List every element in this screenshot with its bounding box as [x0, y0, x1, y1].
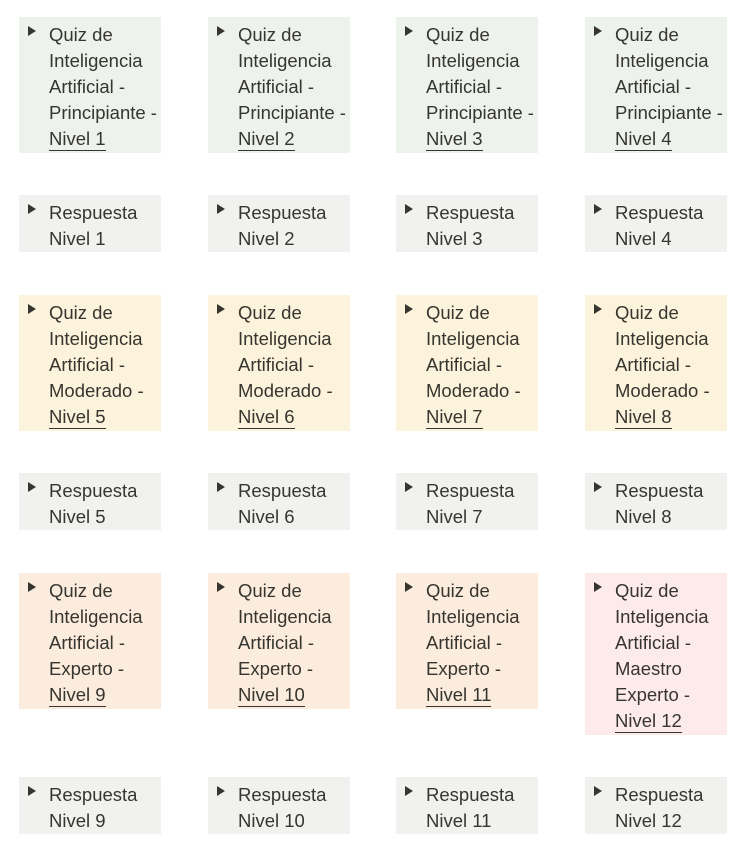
toggle-triangle-icon — [28, 204, 36, 214]
toggle-triangle-icon — [405, 482, 413, 492]
toggle-triangle-icon — [594, 582, 602, 592]
toggle-triangle-icon — [28, 482, 36, 492]
quiz-title: Quiz de Inteligencia Artificial - Moderado - — [238, 302, 333, 401]
answer-label: Respuesta — [426, 784, 515, 805]
answer-level: Nivel 5 — [49, 506, 106, 527]
quiz-toggle-nivel-10[interactable] — [208, 573, 350, 709]
answer-toggle-nivel-11[interactable] — [396, 777, 538, 834]
quiz-toggle-nivel-3[interactable] — [396, 17, 538, 153]
toggle-triangle-icon — [217, 482, 225, 492]
quiz-toggle-nivel-6[interactable] — [208, 295, 350, 431]
quiz-toggle-nivel-5[interactable] — [19, 295, 161, 431]
answer-level: Nivel 8 — [615, 506, 672, 527]
answer-level: Nivel 12 — [615, 810, 682, 831]
quiz-toggle-nivel-1[interactable] — [19, 17, 161, 153]
toggle-triangle-icon — [28, 304, 36, 314]
toggle-triangle-icon — [217, 26, 225, 36]
toggle-triangle-icon — [217, 204, 225, 214]
quiz-title: Quiz de Inteligencia Artificial - Principiante - — [238, 24, 346, 123]
answer-label: Respuesta — [49, 480, 138, 501]
answer-toggle-nivel-10[interactable] — [208, 777, 350, 834]
toggle-triangle-icon — [594, 304, 602, 314]
answer-label: Respuesta — [238, 202, 327, 223]
quiz-toggle-nivel-7[interactable] — [396, 295, 538, 431]
answer-label: Respuesta — [615, 202, 704, 223]
quiz-level-link[interactable]: Nivel 3 — [426, 128, 483, 149]
quiz-level-link[interactable]: Nivel 7 — [426, 406, 483, 427]
answer-toggle-nivel-8[interactable] — [585, 473, 727, 530]
answer-level: Nivel 2 — [238, 228, 295, 249]
quiz-level-link[interactable]: Nivel 9 — [49, 684, 106, 705]
answer-toggle-nivel-12[interactable] — [585, 777, 727, 834]
quiz-toggle-nivel-12[interactable] — [585, 573, 727, 735]
quiz-title: Quiz de Inteligencia Artificial - Moderado - — [426, 302, 521, 401]
answer-toggle-nivel-9[interactable] — [19, 777, 161, 834]
answer-label: Respuesta — [238, 480, 327, 501]
quiz-title: Quiz de Inteligencia Artificial - Experto - — [238, 580, 332, 679]
quiz-level-link[interactable]: Nivel 11 — [426, 684, 492, 705]
toggle-triangle-icon — [405, 582, 413, 592]
answer-level: Nivel 7 — [426, 506, 483, 527]
quiz-title: Quiz de Inteligencia Artificial - Maestro Experto - — [615, 580, 709, 705]
toggle-triangle-icon — [28, 786, 36, 796]
answer-label: Respuesta — [49, 202, 138, 223]
answer-toggle-nivel-2[interactable] — [208, 195, 350, 252]
answer-toggle-nivel-3[interactable] — [396, 195, 538, 252]
answer-level: Nivel 11 — [426, 810, 492, 831]
quiz-title: Quiz de Inteligencia Artificial - Experto - — [49, 580, 143, 679]
answer-label: Respuesta — [615, 784, 704, 805]
quiz-toggle-nivel-8[interactable] — [585, 295, 727, 431]
quiz-toggle-nivel-11[interactable] — [396, 573, 538, 709]
answer-label: Respuesta — [49, 784, 138, 805]
quiz-level-link[interactable]: Nivel 2 — [238, 128, 295, 149]
toggle-triangle-icon — [28, 26, 36, 36]
quiz-toggle-nivel-2[interactable] — [208, 17, 350, 153]
quiz-level-link[interactable]: Nivel 1 — [49, 128, 106, 149]
toggle-triangle-icon — [594, 482, 602, 492]
answer-label: Respuesta — [238, 784, 327, 805]
toggle-triangle-icon — [405, 304, 413, 314]
quiz-toggle-nivel-4[interactable] — [585, 17, 727, 153]
answer-level: Nivel 4 — [615, 228, 672, 249]
answer-label: Respuesta — [426, 480, 515, 501]
quiz-title: Quiz de Inteligencia Artificial - Moderado - — [49, 302, 144, 401]
answer-level: Nivel 9 — [49, 810, 106, 831]
toggle-triangle-icon — [28, 582, 36, 592]
toggle-triangle-icon — [594, 786, 602, 796]
quiz-title: Quiz de Inteligencia Artificial - Principiante - — [49, 24, 157, 123]
answer-toggle-nivel-7[interactable] — [396, 473, 538, 530]
toggle-triangle-icon — [405, 204, 413, 214]
toggle-triangle-icon — [217, 582, 225, 592]
quiz-level-link[interactable]: Nivel 8 — [615, 406, 672, 427]
toggle-triangle-icon — [594, 204, 602, 214]
answer-level: Nivel 3 — [426, 228, 483, 249]
answer-level: Nivel 10 — [238, 810, 305, 831]
quiz-level-link[interactable]: Nivel 10 — [238, 684, 305, 705]
toggle-triangle-icon — [594, 26, 602, 36]
quiz-toggle-nivel-9[interactable] — [19, 573, 161, 709]
answer-label: Respuesta — [615, 480, 704, 501]
toggle-triangle-icon — [217, 304, 225, 314]
answer-level: Nivel 1 — [49, 228, 106, 249]
quiz-title: Quiz de Inteligencia Artificial - Principiante - — [426, 24, 534, 123]
answer-toggle-nivel-4[interactable] — [585, 195, 727, 252]
quiz-title: Quiz de Inteligencia Artificial - Moderado - — [615, 302, 710, 401]
toggle-triangle-icon — [405, 26, 413, 36]
answer-toggle-nivel-6[interactable] — [208, 473, 350, 530]
answer-toggle-nivel-1[interactable] — [19, 195, 161, 252]
toggle-triangle-icon — [217, 786, 225, 796]
quiz-level-link[interactable]: Nivel 12 — [615, 710, 682, 731]
quiz-level-link[interactable]: Nivel 6 — [238, 406, 295, 427]
quiz-level-link[interactable]: Nivel 4 — [615, 128, 672, 149]
quiz-title: Quiz de Inteligencia Artificial - Experto - — [426, 580, 520, 679]
answer-toggle-nivel-5[interactable] — [19, 473, 161, 530]
quiz-level-link[interactable]: Nivel 5 — [49, 406, 106, 427]
answer-label: Respuesta — [426, 202, 515, 223]
quiz-title: Quiz de Inteligencia Artificial - Principiante - — [615, 24, 723, 123]
answer-level: Nivel 6 — [238, 506, 295, 527]
toggle-triangle-icon — [405, 786, 413, 796]
